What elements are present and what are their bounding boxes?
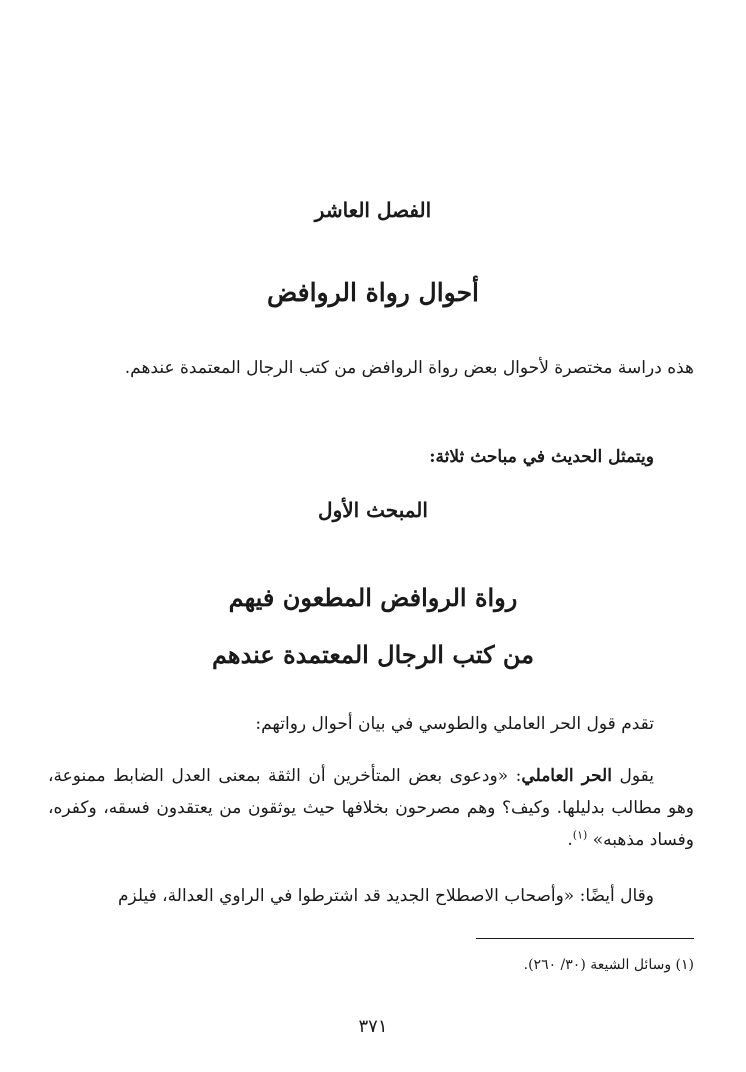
chapter-title: أحوال رواة الروافض xyxy=(267,278,479,307)
intro-paragraph: هذه دراسة مختصرة لأحوال بعض رواة الروافض من كتب الرجال المعتمدة عندهم. xyxy=(124,358,694,378)
footnote-1: (١) وسائل الشيعة (٣٠/ ٢٦٠). xyxy=(523,957,694,973)
quote1-end: . xyxy=(567,830,573,850)
preface-paragraph: تقدم قول الحر العاملي والطوسي في بيان أحوال رواتهم: xyxy=(255,714,654,734)
quote-paragraph-1 xyxy=(48,760,694,856)
topics-line: ويتمثل الحديث في مباحث ثلاثة: xyxy=(429,447,654,467)
page-number: ٣٧١ xyxy=(358,1016,388,1037)
quote1-intro: يقول xyxy=(611,766,654,786)
section-heading-line-2: من كتب الرجال المعتمدة عندهم xyxy=(211,640,535,669)
quote-paragraph-2: وقال أيضًا: «وأصحاب الاصطلاح الجديد قد اشترطوا في الراوي العدالة، فيلزم xyxy=(117,886,654,906)
section-label: المبحث الأول xyxy=(318,498,428,522)
footnote-divider xyxy=(476,938,694,939)
chapter-number: الفصل العاشر xyxy=(314,198,432,222)
section-heading-line-1: رواة الروافض المطعون فيهم xyxy=(228,583,518,612)
footnote-marker[interactable]: (١) xyxy=(572,828,588,842)
quote1-speaker: الحر العاملي xyxy=(521,766,612,786)
quote1-text: : «ودعوى بعض المتأخرين أن الثقة بمعنى العدل الضابط ممنوعة، وهو مطالب بدليلها. وكيف؟ وهم مصرحون بخلافها حيث يوثقون من يعتقدون فسقه، وكفره، وفساد مذهبه» xyxy=(48,766,694,850)
